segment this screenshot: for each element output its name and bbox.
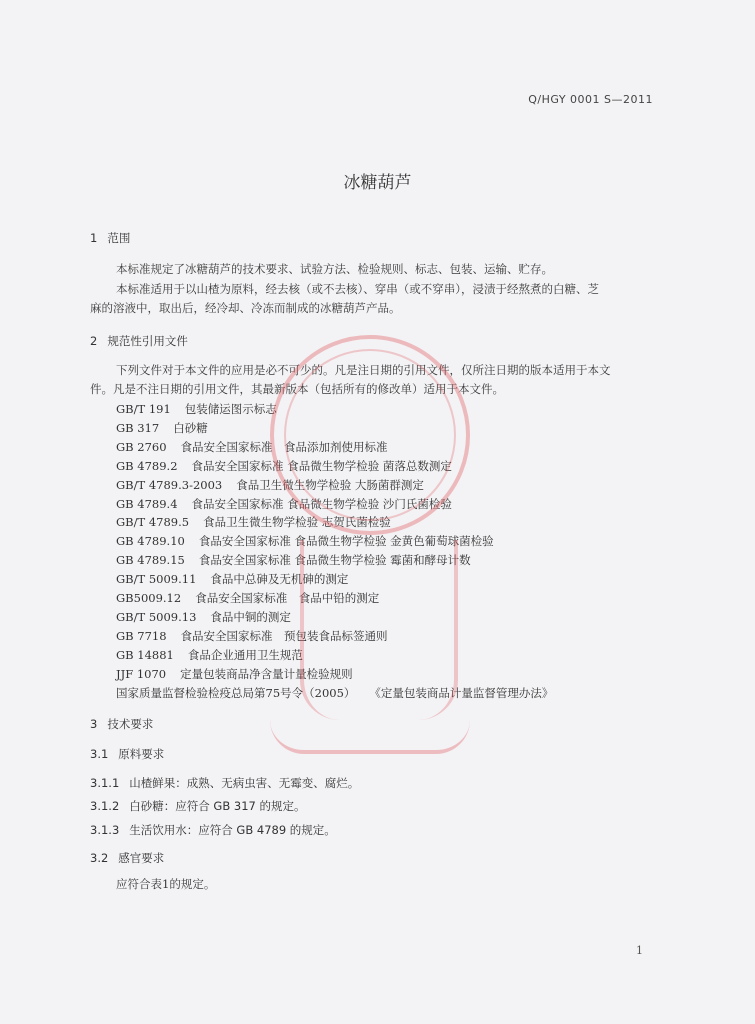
reference-name: 食品中铜的测定	[210, 609, 291, 624]
reference-code: GB/T 5009.13	[116, 609, 197, 624]
reference-name: 食品卫生微生物学检验 志贺氏菌检验	[203, 515, 391, 530]
reference-code: GB 4789.4	[116, 496, 178, 511]
reference-code: 国家质量监督检验检疫总局第75号令（2005）	[116, 685, 356, 700]
section-title: 感官要求	[118, 851, 165, 865]
reference-code: GB 4789.2	[116, 458, 178, 473]
reference-name: 包装储运图示标志	[184, 402, 277, 416]
reference-code: GB 7718	[116, 628, 167, 643]
section-number: 3.2	[90, 851, 109, 865]
section-2-heading	[90, 333, 188, 349]
reference-code: GB/T 4789.5	[116, 515, 190, 530]
section-3-2-heading	[90, 850, 164, 866]
section-1-heading	[90, 230, 130, 246]
page-title: 冰糖葫芦	[343, 173, 412, 193]
reference-code: GB 317	[116, 420, 160, 435]
reference-code: GB5009.12	[116, 591, 182, 605]
clause-text: 山楂鲜果：成熟、无病虫害、无霉变、腐烂。	[129, 776, 360, 790]
section-title: 技术要求	[107, 717, 154, 731]
seal-stamp-base	[270, 720, 470, 754]
scope-paragraph-2a: 本标准适用于以山楂为原料，经去核（或不去核）、穿串（或不穿串），浸渍于经熬煮的白糖、芝	[116, 282, 599, 296]
clause-number: 3.1.3	[90, 823, 120, 837]
reference-item	[116, 647, 303, 663]
scope-paragraph-1: 本标准规定了冰糖葫芦的技术要求、试验方法、检验规则、标志、包装、运输、贮存。	[116, 262, 553, 276]
section-number: 1	[90, 231, 98, 245]
reference-name: 食品安全国家标准 食品添加剂使用标准	[180, 439, 388, 454]
reference-code: JJF 1070	[116, 666, 167, 681]
reference-name: 食品企业通用卫生规范	[187, 647, 303, 662]
sensory-requirement-text: 应符合表1的规定。	[116, 877, 216, 891]
reference-name: 食品安全国家标准 食品微生物学检验 金黄色葡萄球菌检验	[198, 534, 494, 549]
reference-name: 《定量包装商品计量监督管理办法》	[369, 685, 554, 700]
reference-item	[116, 420, 208, 436]
reference-code: GB/T 4789.3-2003	[116, 477, 223, 492]
reference-name: 食品安全国家标准 食品微生物学检验 沙门氏菌检验	[191, 496, 452, 511]
reference-name: 食品安全国家标准 食品中铅的测定	[195, 591, 380, 605]
clause-number: 3.1.1	[90, 776, 120, 790]
reference-item	[116, 401, 277, 417]
reference-name: 食品卫生微生物学检验 大肠菌群测定	[236, 477, 424, 492]
section-title: 规范性引用文件	[107, 334, 188, 348]
raw-material-item	[90, 798, 305, 814]
section-number: 3.1	[90, 747, 109, 761]
clause-text: 白砂糖：应符合 GB 317 的规定。	[129, 799, 306, 813]
refs-intro-line-1: 下列文件对于本文件的应用是必不可少的。凡是注日期的引用文件，仅所注日期的版本适用于本文	[116, 363, 611, 377]
seal-stamp-body	[300, 540, 458, 720]
raw-material-item	[90, 822, 336, 838]
standard-code: Q/HGY 0001 S—2011	[528, 93, 653, 106]
reference-name: 食品安全国家标准 食品微生物学检验 菌落总数测定	[191, 458, 452, 473]
reference-name: 食品安全国家标准 预包装食品标签通则	[180, 628, 388, 643]
section-title: 原料要求	[118, 747, 165, 761]
section-3-heading	[90, 716, 153, 732]
reference-code: GB 14881	[116, 647, 174, 662]
reference-code: GB 4789.15	[116, 553, 185, 568]
clause-number: 3.1.2	[90, 799, 120, 813]
reference-name: 食品中总砷及无机砷的测定	[210, 572, 349, 587]
reference-item	[116, 609, 291, 625]
section-title: 范围	[107, 231, 131, 245]
refs-intro-line-2: 件。凡是不注日期的引用文件，其最新版本（包括所有的修改单）适用于本文件。	[90, 382, 504, 396]
reference-name: 白砂糖	[173, 420, 208, 435]
raw-material-item	[90, 775, 359, 791]
section-number: 2	[90, 334, 98, 348]
section-3-1-heading	[90, 746, 164, 762]
seal-stamp	[270, 335, 470, 535]
reference-code: GB/T 191	[116, 402, 171, 416]
page-number: 1	[636, 944, 643, 957]
reference-code: GB 4789.10	[116, 534, 185, 549]
section-number: 3	[90, 717, 98, 731]
reference-name: 定量包装商品净含量计量检验规则	[180, 666, 353, 681]
reference-code: GB 2760	[116, 439, 167, 454]
reference-name: 食品安全国家标准 食品微生物学检验 霉菌和酵母计数	[198, 553, 471, 568]
reference-code: GB/T 5009.11	[116, 572, 197, 587]
scope-paragraph-2b: 麻的溶液中，取出后，经冷却、冷冻而制成的冰糖葫芦产品。	[90, 301, 401, 315]
clause-text: 生活饮用水：应符合 GB 4789 的规定。	[129, 823, 336, 837]
